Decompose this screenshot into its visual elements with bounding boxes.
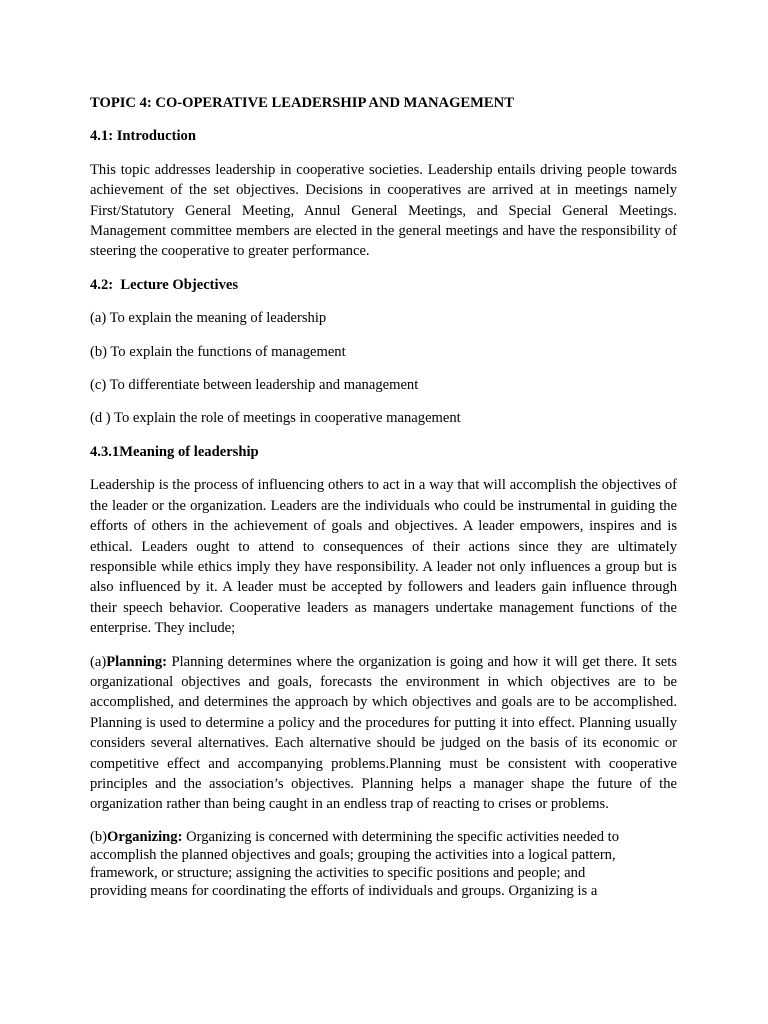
organizing-prefix: (b)	[90, 828, 108, 845]
objective-item: (b) To explain the functions of management	[90, 343, 346, 360]
introduction-paragraph: This topic addresses leadership in cooperative societies. Leadership entails driving people towards achievement of the set objectives. Decisions in cooperatives are arrived at in meetings namely First/Statutory General Meeting, Annul General Meetings, and Special General Meetings. Management committee members are elected in the general meetings and have the responsibility of steering the cooperative to greater performance.	[90, 161, 677, 260]
objective-item: (a) To explain the meaning of leadership	[90, 310, 327, 327]
organizing-line: framework, or structure; assigning the activities to specific positions and people; and	[90, 865, 586, 882]
organizing-line: providing means for coordinating the efforts of individuals and groups. Organizing is a	[90, 883, 598, 900]
document-title: TOPIC 4: CO-OPERATIVE LEADERSHIP AND MANAGEMENT	[90, 95, 514, 111]
planning-term: Planning:	[106, 653, 168, 670]
organizing-term: Organizing:	[107, 828, 183, 845]
organizing-paragraph	[90, 828, 677, 901]
objective-item: (d ) To explain the role of meetings in cooperative management	[90, 410, 461, 427]
objective-item: (c) To differentiate between leadership and management	[90, 377, 419, 394]
planning-paragraph	[90, 652, 677, 815]
planning-prefix: (a)	[90, 653, 107, 670]
meaning-of-leadership-paragraph: Leadership is the process of influencing others to act in a way that will accomplish the objectives of the leader or the organization. Leaders are the individuals who could be instrumental in guiding the efforts of others in the achievement of goals and objectives. A leader empowers, inspires and is ethical. Leaders ought to attend to consequences of their actions since they are ultimately responsible while ethics imply they have responsibility. A leader not only influences a group but is also influenced by it. A leader must be accepted by followers and leaders gain influence through their speech behavior. Cooperative leaders as managers undertake management functions of the enterprise. They include;	[90, 477, 677, 637]
organizing-line: Organizing is concerned with determining the specific activities needed to	[182, 828, 620, 845]
section-heading-introduction: 4.1: Introduction	[90, 128, 196, 145]
organizing-line: accomplish the planned objectives and goals; grouping the activities into a logical pattern,	[90, 846, 616, 863]
document-page	[90, 93, 677, 901]
planning-text: Planning determines where the organization is going and how it will get there. It sets organizational objectives and goals, forecasts the environment in which objectives are to be accomplished, and determines the approach by which objectives and goals are to be accomplished. Planning is used to determine a policy and the procedures for putting it into effect. Planning usually considers several alternatives. Each alternative should be judged on the basis of its economic or competitive effect and accompanying problems.Planning must be consistent with cooperative principles and the association’s objectives. Planning helps a manager shape the future of the organization rather than being caught in an endless trap of reacting to crises or problems.	[90, 653, 677, 813]
section-heading-lecture-objectives: 4.2: Lecture Objectives	[90, 276, 239, 293]
section-heading-meaning-of-leadership: 4.3.1Meaning of leadership	[90, 443, 259, 460]
